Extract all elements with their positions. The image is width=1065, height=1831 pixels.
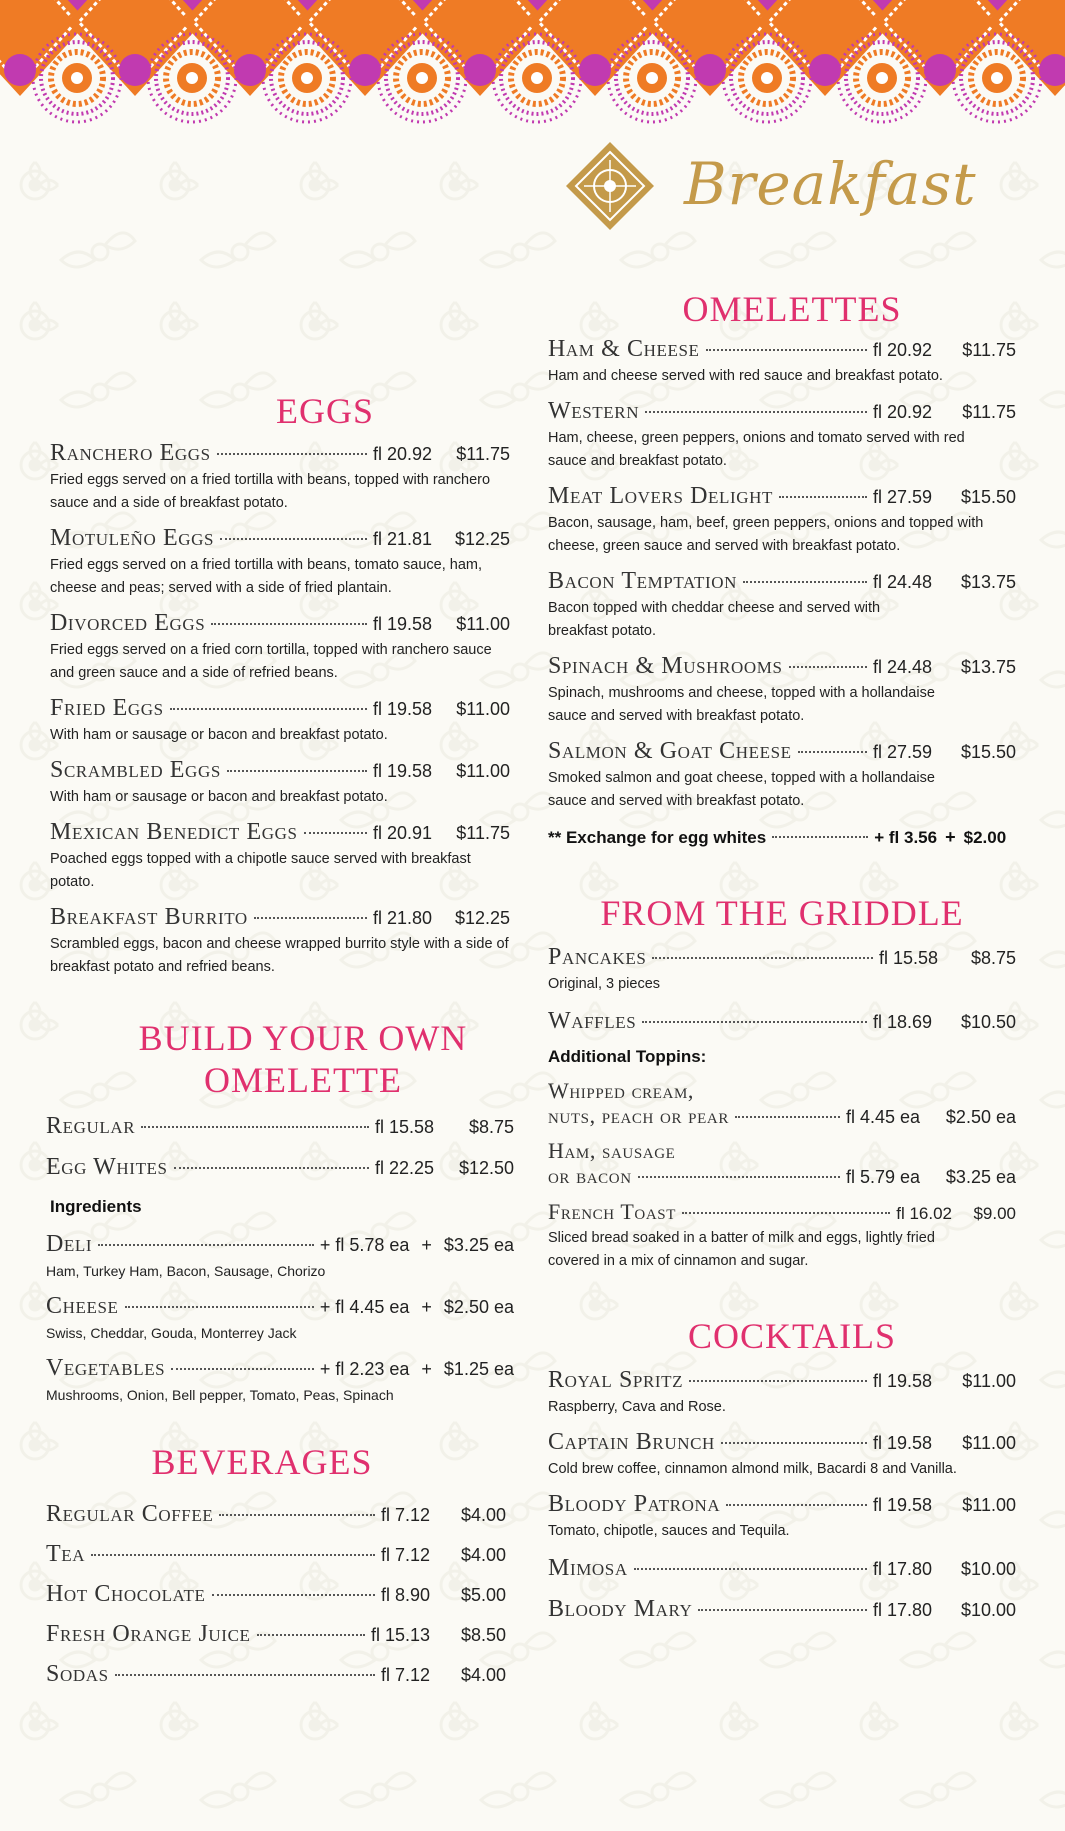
item-description: Scrambled eggs, bacon and cheese wrapped burrito style with a side of breakfast potato and refried beans. <box>50 936 509 975</box>
dot-leader <box>219 1514 375 1516</box>
item-price-florin: + fl 5.78 ea <box>319 1235 410 1255</box>
menu-item <box>548 1491 1016 1543</box>
dot-leader <box>220 538 367 540</box>
item-price-florin: fl 19.58 <box>372 699 432 719</box>
item-price-usd: $13.75 <box>960 657 1016 677</box>
menu-item <box>50 525 510 600</box>
dot-leader <box>642 1021 867 1023</box>
item-price-usd: $15.50 <box>960 487 1016 507</box>
dot-leader <box>726 1504 867 1506</box>
ingredients-label: Ingredients <box>50 1197 142 1216</box>
item-price-usd: $11.00 <box>456 761 510 781</box>
item-price-usd: $8.75 <box>970 948 1016 968</box>
dot-leader <box>706 349 867 351</box>
item-description: Swiss, Cheddar, Gouda, Monterrey Jack <box>46 1325 297 1341</box>
menu-item <box>50 695 510 747</box>
item-name: Deli <box>46 1231 93 1257</box>
item-price-florin: fl 19.58 <box>372 614 432 634</box>
topping-item <box>548 1079 1016 1129</box>
menu-item <box>548 1367 1016 1419</box>
item-price-usd: $8.50 <box>460 1625 506 1645</box>
item-description: Fried eggs served on a fried tortilla with beans, topped with ranchero sauce and a side of breakfast potato. <box>50 472 491 511</box>
item-description: Sliced bread soaked in a batter of milk and eggs, lightly fried covered in a mix of cinnamon and sugar. <box>548 1230 935 1269</box>
item-name: Tea <box>46 1541 86 1567</box>
item-name: Egg Whites <box>46 1154 168 1180</box>
item-description: Poached eggs topped with a chipotle sauce served with breakfast potato. <box>50 851 471 890</box>
item-description: Ham and cheese served with red sauce and breakfast potato. <box>548 368 943 384</box>
menu-item <box>46 1621 506 1648</box>
item-price-florin: fl 20.92 <box>872 340 932 360</box>
item-price-florin: fl 19.58 <box>372 761 432 781</box>
item-description: With ham or sausage or bacon and breakfast potato. <box>50 727 388 743</box>
item-name: Mexican Benedict Eggs <box>50 819 298 845</box>
section-title-cocktails: COCKTAILS <box>687 1316 897 1356</box>
item-name: Cheese <box>46 1293 119 1319</box>
left-column <box>42 390 512 1688</box>
item-price-usd: $10.50 <box>960 1012 1016 1032</box>
egg-white-exchange <box>548 827 1016 848</box>
item-name-line: Whipped cream, <box>548 1078 695 1103</box>
ingredient-item <box>46 1231 514 1283</box>
dot-leader <box>638 1176 840 1178</box>
item-price-florin: fl 17.80 <box>872 1559 932 1579</box>
menu-item <box>50 757 510 809</box>
item-price-usd: $11.00 <box>456 699 510 719</box>
item-price-florin: + fl 4.45 ea <box>319 1297 410 1317</box>
item-name: Bacon Temptation <box>548 568 737 594</box>
dot-leader <box>217 453 367 455</box>
item-description: Bacon, sausage, ham, beef, green peppers, onions and topped with cheese, green sauce and served with breakfast potato. <box>548 515 984 554</box>
item-description: With ham or sausage or bacon and breakfast potato. <box>50 789 388 805</box>
section-title-griddle: FROM THE GRIDDLE <box>600 893 964 933</box>
item-name: Divorced Eggs <box>50 610 206 636</box>
menu-item <box>548 568 1016 643</box>
plus-sign: + <box>421 1235 432 1255</box>
item-price-usd: $5.00 <box>460 1585 506 1605</box>
item-price-usd: $3.25 ea <box>443 1235 514 1255</box>
item-price-florin: fl 19.58 <box>872 1495 932 1515</box>
dot-leader <box>125 1306 314 1308</box>
dot-leader <box>91 1554 375 1556</box>
item-price-usd: $10.00 <box>960 1559 1016 1579</box>
item-price-florin: fl 18.69 <box>872 1012 932 1032</box>
item-price-florin: fl 20.92 <box>872 402 932 422</box>
item-price-florin: fl 8.90 <box>380 1585 430 1605</box>
item-price-usd: $11.00 <box>962 1433 1016 1453</box>
item-name: Waffles <box>548 1008 637 1034</box>
item-price-florin: fl 19.58 <box>872 1433 932 1453</box>
toppings-label: Additional Toppins: <box>548 1047 707 1066</box>
item-price-florin: + fl 2.23 ea <box>319 1359 410 1379</box>
item-description: Mushrooms, Onion, Bell pepper, Tomato, Peas, Spinach <box>46 1387 394 1403</box>
section-title-beverages: BEVERAGES <box>151 1442 373 1482</box>
item-price-usd: $3.25 ea <box>945 1167 1016 1187</box>
menu-item <box>548 1008 1016 1035</box>
menu-item <box>46 1501 506 1528</box>
item-price-usd: $10.00 <box>960 1600 1016 1620</box>
item-description: Fried eggs served on a fried tortilla with beans, tomato sauce, ham, cheese and peas; served with a side of fried plantain. <box>50 557 482 596</box>
plus-sign: + <box>945 827 956 847</box>
menu-item <box>548 738 1016 813</box>
item-price-florin: fl 24.48 <box>872 572 932 592</box>
item-price-florin: fl 16.02 <box>896 1204 952 1223</box>
item-price-florin: fl 15.13 <box>370 1625 430 1645</box>
item-name: Sodas <box>46 1661 109 1687</box>
item-price-usd: $4.00 <box>460 1505 506 1525</box>
ornament-diamond-icon <box>566 142 654 230</box>
item-price-usd: $2.50 ea <box>443 1297 514 1317</box>
item-price-florin: fl 20.91 <box>372 823 432 843</box>
dot-leader <box>141 1126 369 1128</box>
menu-item <box>46 1113 514 1140</box>
cocktails-list <box>548 1367 1016 1623</box>
dot-leader <box>698 1609 867 1611</box>
item-name: Regular Coffee <box>46 1501 214 1527</box>
item-name: Ranchero Eggs <box>50 440 211 466</box>
item-price-florin: fl 24.48 <box>872 657 932 677</box>
item-name: Breakfast Burrito <box>50 904 248 930</box>
decorative-mandala-border <box>0 0 1065 150</box>
ingredient-item <box>46 1355 514 1407</box>
section-title-line: BUILD YOUR OWN <box>138 1018 468 1058</box>
item-price-usd: $11.75 <box>962 402 1016 422</box>
eggs-list <box>50 440 510 979</box>
menu-item <box>50 819 510 894</box>
dot-leader <box>115 1674 375 1676</box>
plus-sign: + <box>421 1297 432 1317</box>
menu-item <box>50 440 510 515</box>
item-description: Cold brew coffee, cinnamon almond milk, Bacardi 8 and Vanilla. <box>548 1461 957 1477</box>
item-name: Bloody Mary <box>548 1596 693 1622</box>
dot-leader <box>211 623 367 625</box>
brand-title: Breakfast <box>684 150 977 218</box>
topping-item <box>548 1139 1016 1189</box>
item-price-usd: $9.00 <box>973 1204 1016 1223</box>
menu-item <box>46 1661 506 1688</box>
menu-item <box>46 1154 514 1181</box>
item-price-usd: $2.00 <box>963 828 1007 847</box>
menu-item <box>46 1581 506 1608</box>
dot-leader <box>645 411 867 413</box>
section-title-omelettes: OMELETTES <box>682 289 902 329</box>
item-description: Spinach, mushrooms and cheese, topped with a hollandaise sauce and served with breakfast potato. <box>548 685 935 724</box>
item-name: Ham & Cheese <box>548 336 700 362</box>
griddle-list <box>548 944 1016 1273</box>
item-name-line: Ham, sausage <box>548 1138 676 1163</box>
item-price-florin: fl 7.12 <box>380 1505 430 1525</box>
item-name: Hot Chocolate <box>46 1581 206 1607</box>
item-description: Raspberry, Cava and Rose. <box>548 1399 726 1415</box>
item-name: French Toast <box>548 1199 676 1224</box>
menu-item <box>46 1541 506 1568</box>
dot-leader <box>689 1380 867 1382</box>
menu-item <box>548 1199 1016 1273</box>
dot-leader <box>798 751 867 753</box>
menu-item <box>548 483 1016 558</box>
dot-leader <box>779 496 867 498</box>
item-price-florin: fl 5.79 ea <box>845 1167 920 1187</box>
menu-item <box>548 1596 1016 1623</box>
item-price-florin: fl 19.58 <box>872 1371 932 1391</box>
dot-leader <box>772 836 868 838</box>
item-name: Fried Eggs <box>50 695 164 721</box>
item-price-florin: fl 15.58 <box>878 948 938 968</box>
item-description: Bacon topped with cheddar cheese and served with breakfast potato. <box>548 600 881 639</box>
item-price-usd: $11.00 <box>456 614 510 634</box>
menu-item <box>548 1429 1016 1481</box>
item-price-florin: fl 27.59 <box>872 487 932 507</box>
item-description: Ham, Turkey Ham, Bacon, Sausage, Chorizo <box>46 1263 326 1279</box>
dot-leader <box>170 708 367 710</box>
item-name: Regular <box>46 1113 136 1139</box>
item-name: Scrambled Eggs <box>50 757 221 783</box>
item-description: Tomato, chipotle, sauces and Tequila. <box>548 1523 790 1539</box>
section-title-build-your-own <box>68 1017 538 1101</box>
item-price-usd: $4.00 <box>460 1545 506 1565</box>
item-name: Captain Brunch <box>548 1429 715 1455</box>
dot-leader <box>652 957 873 959</box>
item-name: Spinach & Mushrooms <box>548 653 783 679</box>
item-price-florin: fl 7.12 <box>380 1665 430 1685</box>
menu-item <box>50 610 510 685</box>
item-name: Fresh Orange Juice <box>46 1621 251 1647</box>
dot-leader <box>98 1244 314 1246</box>
item-name: Motuleño Eggs <box>50 525 215 551</box>
item-price-usd: $12.25 <box>454 529 510 549</box>
dot-leader <box>721 1442 867 1444</box>
item-price-florin: fl 21.80 <box>372 908 432 928</box>
item-price-usd: $11.75 <box>962 340 1016 360</box>
item-name: Bloody Patrona <box>548 1491 721 1517</box>
section-title-line: OMELETTE <box>204 1060 402 1100</box>
menu-item <box>50 904 510 979</box>
item-price-florin: fl 17.80 <box>872 1600 932 1620</box>
item-price-usd: $15.50 <box>960 742 1016 762</box>
item-name: Mimosa <box>548 1555 628 1581</box>
plus-sign: + <box>421 1359 432 1379</box>
dot-leader <box>254 917 367 919</box>
item-description: Ham, cheese, green peppers, onions and tomato served with red sauce and breakfast potato. <box>548 430 965 469</box>
dot-leader <box>735 1116 840 1118</box>
menu-item <box>548 336 1016 388</box>
item-name: Salmon & Goat Cheese <box>548 738 792 764</box>
item-price-florin: + fl 3.56 <box>874 828 938 847</box>
item-description: Original, 3 pieces <box>548 976 661 992</box>
dot-leader <box>227 770 367 772</box>
item-price-usd: $12.50 <box>458 1158 514 1178</box>
dot-leader <box>634 1568 867 1570</box>
item-price-usd: $11.00 <box>962 1495 1016 1515</box>
item-name: Western <box>548 398 640 424</box>
item-price-florin: fl 20.92 <box>372 444 432 464</box>
dot-leader <box>171 1368 314 1370</box>
item-price-usd: $11.75 <box>456 444 510 464</box>
item-name: Pancakes <box>548 944 647 970</box>
right-column <box>548 288 1016 1623</box>
item-price-florin: fl 4.45 ea <box>845 1107 920 1127</box>
beverages-list <box>46 1501 506 1688</box>
dot-leader <box>789 666 867 668</box>
menu-item <box>548 653 1016 728</box>
item-description: Fried eggs served on a fried corn tortilla, topped with ranchero sauce and green sauce and a side of refried beans. <box>50 642 492 681</box>
omelettes-list <box>548 336 1016 848</box>
item-name: or bacon <box>548 1163 632 1188</box>
item-price-florin: fl 21.81 <box>372 529 432 549</box>
dot-leader <box>212 1594 375 1596</box>
item-name: Royal Spritz <box>548 1367 684 1393</box>
item-name: Meat Lovers Delight <box>548 483 773 509</box>
dot-leader <box>682 1212 890 1214</box>
item-price-usd: $8.75 <box>468 1117 514 1137</box>
menu-item <box>548 944 1016 996</box>
item-name: ** Exchange for egg whites <box>548 828 767 847</box>
build-list <box>46 1113 514 1407</box>
item-price-usd: $13.75 <box>960 572 1016 592</box>
item-price-florin: fl 27.59 <box>872 742 932 762</box>
item-description: Smoked salmon and goat cheese, topped with a hollandaise sauce and served with breakfast potato. <box>548 770 935 809</box>
item-price-florin: fl 15.58 <box>374 1117 434 1137</box>
item-price-usd: $12.25 <box>454 908 510 928</box>
ingredient-item <box>46 1293 514 1345</box>
dot-leader <box>257 1634 365 1636</box>
item-price-usd: $4.00 <box>460 1665 506 1685</box>
item-name: Vegetables <box>46 1355 166 1381</box>
dot-leader <box>743 581 867 583</box>
item-name: nuts, peach or pear <box>548 1103 729 1128</box>
item-price-usd: $11.75 <box>456 823 510 843</box>
item-price-florin: fl 22.25 <box>374 1158 434 1178</box>
section-title-eggs: EGGS <box>275 391 374 431</box>
menu-item <box>548 1555 1016 1582</box>
item-price-florin: fl 7.12 <box>380 1545 430 1565</box>
dot-leader <box>174 1167 369 1169</box>
item-price-usd: $11.00 <box>962 1371 1016 1391</box>
item-price-usd: $1.25 ea <box>443 1359 514 1379</box>
dot-leader <box>304 832 367 834</box>
menu-item <box>548 398 1016 473</box>
item-price-usd: $2.50 ea <box>945 1107 1016 1127</box>
